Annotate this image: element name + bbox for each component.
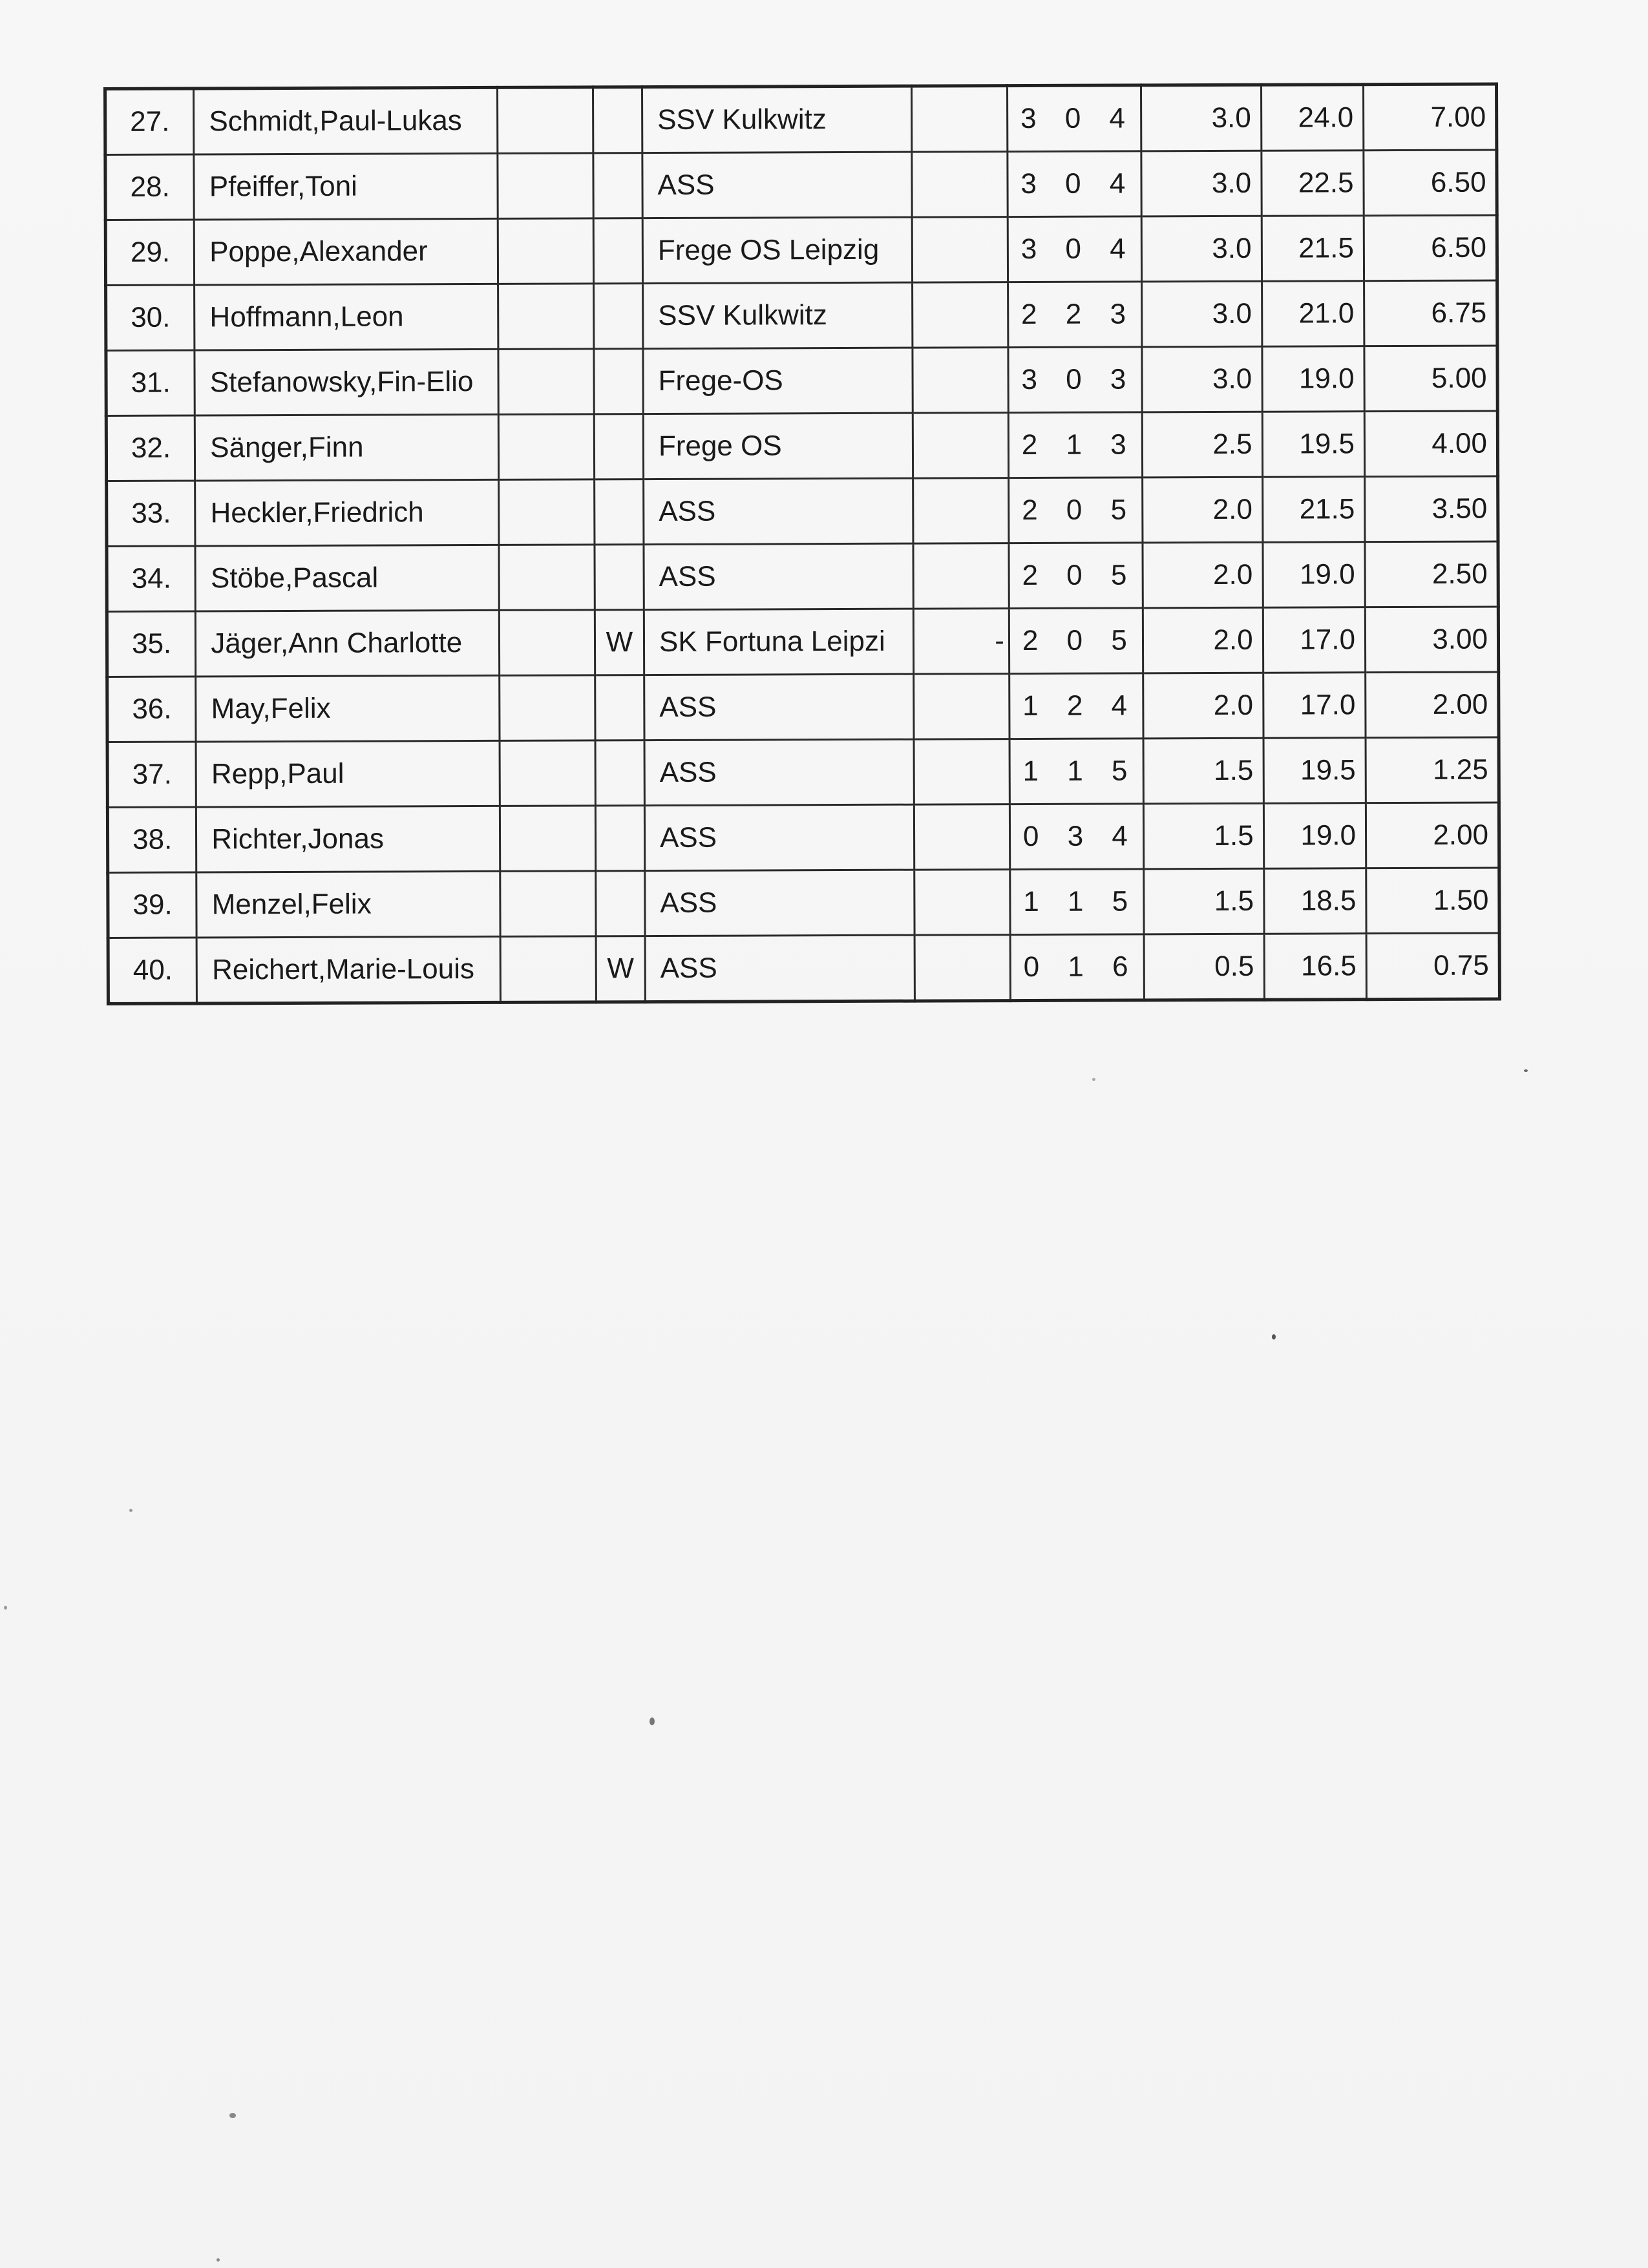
mark-cell (914, 935, 1010, 1002)
club-cell: ASS (644, 804, 914, 870)
win-draw-loss-cell: 0 3 4 (1009, 804, 1143, 870)
table-row (107, 541, 1498, 612)
points-cell: 2.5 (1142, 412, 1262, 478)
gender-cell (595, 545, 644, 610)
sonneborn-berger-cell: 4.00 (1364, 411, 1497, 477)
mark-cell (913, 348, 1008, 414)
buchholz-cell: 19.0 (1262, 346, 1365, 412)
player-name-cell: Jäger,Ann Charlotte (196, 610, 500, 677)
table-row (107, 607, 1498, 677)
club-cell: Frege-OS (643, 348, 913, 414)
standings-table (103, 82, 1501, 1005)
player-name-cell: Sänger,Finn (195, 414, 499, 481)
player-name-cell: Stöbe,Pascal (195, 545, 499, 611)
buchholz-cell: 21.5 (1262, 216, 1364, 282)
win-draw-loss-cell: 2 0 5 (1008, 478, 1142, 543)
table-row (106, 346, 1497, 416)
table-row (108, 868, 1499, 938)
mark-cell (912, 152, 1008, 218)
club-cell: ASS (644, 478, 913, 544)
standings-body (105, 84, 1500, 1004)
empty-cell (500, 740, 595, 806)
player-name-cell: Schmidt,Paul-Lukas (194, 87, 498, 154)
rank-cell: 40. (108, 938, 197, 1003)
table-row (107, 672, 1499, 742)
mark-cell (913, 543, 1009, 609)
scan-speck (217, 2258, 220, 2262)
empty-cell (499, 610, 595, 676)
scan-speck (1524, 1069, 1528, 1072)
sonneborn-berger-cell: 2.00 (1366, 803, 1499, 868)
gender-cell: W (596, 936, 645, 1002)
club-cell: Frege OS Leipzig (642, 217, 912, 283)
win-draw-loss-cell: 1 1 5 (1009, 739, 1143, 804)
empty-cell (499, 479, 595, 545)
points-cell: 1.5 (1143, 738, 1263, 804)
sonneborn-berger-cell: 1.25 (1366, 737, 1499, 803)
sonneborn-berger-cell: 5.00 (1364, 346, 1497, 412)
points-cell: 0.5 (1144, 934, 1264, 1000)
table-row (105, 84, 1497, 155)
player-name-cell: Richter,Jonas (196, 806, 500, 872)
mark-cell (914, 870, 1010, 936)
mark-cell (914, 804, 1009, 870)
sonneborn-berger-cell: 3.00 (1365, 607, 1498, 673)
mark-cell (912, 86, 1008, 152)
gender-cell (593, 153, 642, 218)
rank-cell: 32. (106, 415, 195, 481)
buchholz-cell: 17.0 (1263, 673, 1366, 739)
table-row (105, 150, 1497, 220)
sonneborn-berger-cell: 7.00 (1364, 84, 1497, 151)
club-cell: ASS (644, 674, 914, 740)
points-cell: 2.0 (1143, 607, 1263, 673)
gender-cell (595, 479, 644, 545)
gender-cell (595, 806, 644, 871)
sonneborn-berger-cell: 2.50 (1365, 541, 1498, 607)
scan-speck (1092, 1078, 1095, 1081)
points-cell: 3.0 (1141, 281, 1262, 347)
table-row (106, 280, 1497, 351)
empty-cell (499, 545, 595, 611)
empty-cell (500, 871, 596, 937)
club-cell: ASS (642, 152, 912, 218)
scan-speck (1272, 1334, 1276, 1339)
player-name-cell: Pfeiffer,Toni (194, 153, 498, 220)
table-row (106, 411, 1497, 481)
gender-cell (594, 414, 643, 479)
empty-cell (500, 675, 595, 741)
gender-cell (594, 349, 643, 414)
sonneborn-berger-cell: 0.75 (1366, 933, 1499, 1000)
sonneborn-berger-cell: 1.50 (1366, 868, 1499, 934)
rank-cell: 27. (105, 89, 195, 154)
rank-cell: 36. (107, 677, 196, 742)
player-name-cell: Reichert,Marie-Louis (196, 936, 500, 1003)
buchholz-cell: 19.0 (1263, 542, 1366, 608)
win-draw-loss-cell: 1 2 4 (1009, 673, 1143, 739)
sonneborn-berger-cell: 6.50 (1364, 150, 1497, 216)
rank-cell: 33. (107, 481, 196, 546)
sonneborn-berger-cell: 6.50 (1364, 215, 1497, 281)
win-draw-loss-cell: 3 0 4 (1008, 151, 1141, 217)
player-name-cell: Menzel,Felix (196, 871, 500, 938)
sonneborn-berger-cell: 2.00 (1366, 672, 1499, 738)
player-name-cell: Stefanowsky,Fin-Elio (195, 349, 498, 415)
player-name-cell: May,Felix (196, 675, 500, 742)
buchholz-cell: 17.0 (1263, 607, 1366, 673)
win-draw-loss-cell: 2 0 5 (1009, 608, 1143, 674)
buchholz-cell: 22.5 (1261, 151, 1364, 216)
player-name-cell: Heckler,Friedrich (195, 479, 499, 546)
rank-cell: 28. (105, 154, 195, 220)
empty-cell (498, 284, 594, 350)
buchholz-cell: 18.5 (1263, 868, 1366, 934)
win-draw-loss-cell: 2 1 3 (1008, 412, 1142, 478)
player-name-cell: Repp,Paul (196, 740, 500, 807)
rank-cell: 39. (108, 872, 197, 938)
gender-cell (594, 284, 643, 349)
empty-cell (500, 936, 596, 1003)
empty-cell (498, 153, 593, 219)
points-cell: 3.0 (1142, 346, 1262, 412)
mark-cell (913, 282, 1008, 348)
points-cell: 3.0 (1141, 216, 1262, 282)
empty-cell (498, 414, 594, 480)
win-draw-loss-cell: 0 1 6 (1010, 934, 1144, 1001)
win-draw-loss-cell: 3 0 4 (1007, 85, 1141, 152)
points-cell: 3.0 (1141, 151, 1262, 216)
rank-cell: 29. (105, 220, 195, 285)
empty-cell (500, 806, 596, 872)
win-draw-loss-cell: 2 0 5 (1009, 543, 1143, 609)
scan-speck (4, 1606, 7, 1610)
mark-cell (912, 217, 1008, 283)
mark-cell (914, 739, 1009, 805)
points-cell: 1.5 (1144, 868, 1264, 934)
club-cell: Frege OS (643, 413, 913, 479)
buchholz-cell: 21.5 (1262, 477, 1365, 543)
rank-cell: 31. (106, 350, 195, 415)
club-cell: ASS (645, 935, 914, 1002)
empty-cell (498, 87, 593, 154)
win-draw-loss-cell: 1 1 5 (1010, 869, 1144, 935)
table-row (107, 476, 1498, 547)
mark-cell (913, 478, 1009, 544)
mark-cell: - (913, 609, 1009, 675)
points-cell: 2.0 (1143, 673, 1263, 739)
sonneborn-berger-cell: 6.75 (1364, 280, 1497, 346)
rank-cell: 34. (107, 546, 196, 611)
player-name-cell: Hoffmann,Leon (195, 284, 498, 350)
gender-cell (593, 218, 642, 284)
club-cell: ASS (645, 870, 914, 936)
rank-cell: 38. (107, 807, 196, 872)
player-name-cell: Poppe,Alexander (194, 218, 498, 285)
buchholz-cell: 21.0 (1262, 281, 1364, 347)
buchholz-cell: 19.5 (1263, 738, 1366, 804)
win-draw-loss-cell: 3 0 4 (1008, 216, 1141, 282)
buchholz-cell: 19.0 (1263, 803, 1366, 869)
club-cell: ASS (644, 543, 913, 609)
club-cell: SK Fortuna Leipzi (644, 609, 913, 675)
mark-cell (913, 413, 1008, 479)
table-row (105, 215, 1497, 286)
sonneborn-berger-cell: 3.50 (1365, 476, 1498, 542)
points-cell: 2.0 (1143, 542, 1263, 608)
club-cell: SSV Kulkwitz (643, 282, 913, 348)
rank-cell: 30. (106, 285, 195, 350)
points-cell: 2.0 (1142, 477, 1262, 543)
scan-speck (129, 1509, 132, 1512)
rank-cell: 37. (107, 742, 196, 807)
gender-cell: W (595, 610, 644, 675)
points-cell: 3.0 (1141, 85, 1261, 151)
gender-cell (593, 87, 642, 153)
win-draw-loss-cell: 3 0 3 (1008, 347, 1142, 413)
empty-cell (498, 349, 594, 415)
gender-cell (595, 740, 644, 806)
gender-cell (595, 675, 644, 740)
rank-cell: 35. (107, 611, 196, 677)
empty-cell (498, 218, 593, 284)
club-cell: ASS (644, 739, 914, 805)
win-draw-loss-cell: 2 2 3 (1008, 282, 1141, 348)
buchholz-cell: 16.5 (1264, 934, 1367, 1000)
scan-speck (650, 1717, 655, 1725)
table-row (108, 933, 1499, 1004)
table-row (107, 737, 1499, 808)
scan-speck (229, 2113, 236, 2118)
mark-cell (914, 674, 1009, 740)
club-cell: SSV Kulkwitz (642, 86, 911, 152)
buchholz-cell: 19.5 (1262, 412, 1365, 478)
points-cell: 1.5 (1143, 803, 1263, 869)
table-row (107, 803, 1499, 873)
gender-cell (596, 871, 645, 936)
buchholz-cell: 24.0 (1261, 85, 1364, 151)
